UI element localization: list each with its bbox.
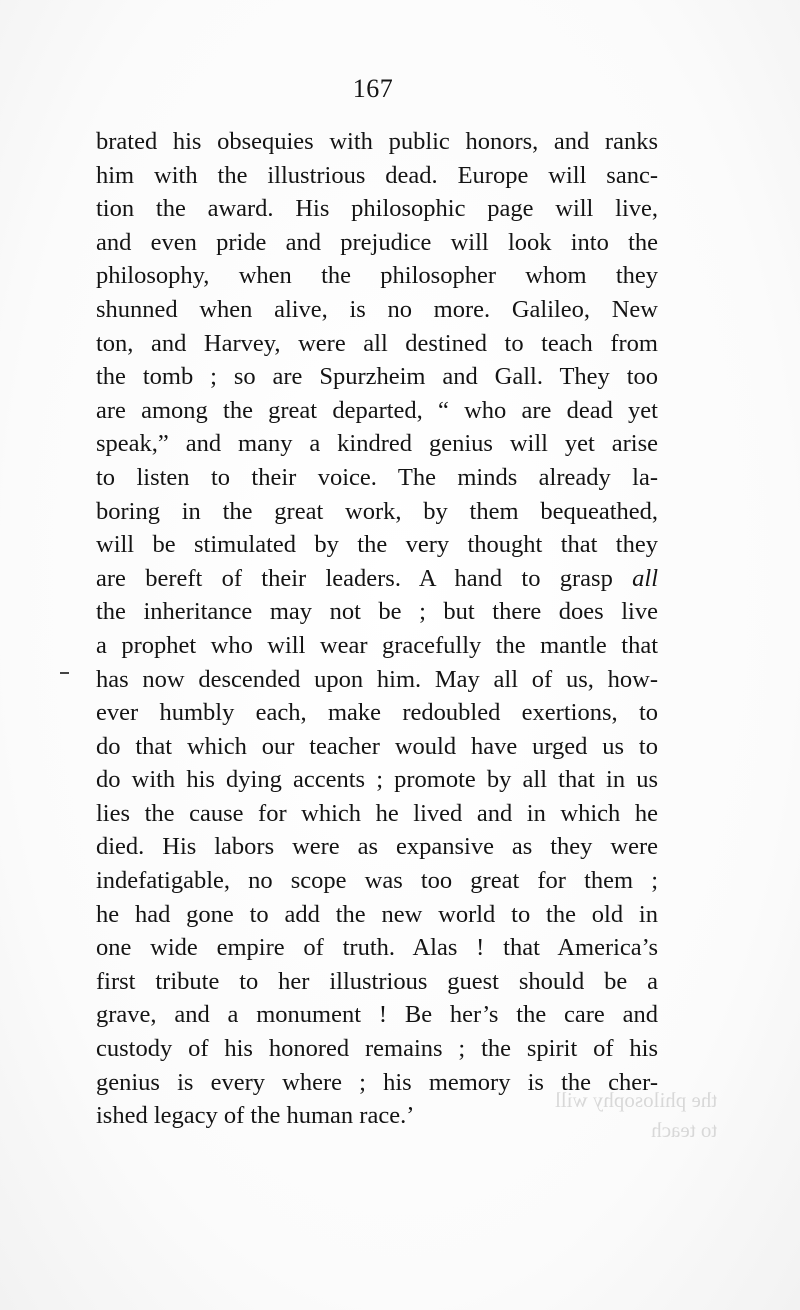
text-line-23: indefatigable, no scope was too great for them ; bbox=[96, 867, 658, 895]
text-line-30: ished legacy of the human race.’ bbox=[96, 1102, 415, 1130]
text-line-7: ton, and Harvey, were all destined to teach from bbox=[96, 329, 658, 357]
body-text bbox=[96, 125, 658, 1133]
page-number: 167 bbox=[352, 74, 394, 103]
text-line-3: tion the award. His philosophic page will live, bbox=[96, 195, 658, 223]
text-line-26: first tribute to her illustrious guest should be a bbox=[96, 967, 658, 995]
text-line-1: brated his obsequies with public honors, and ranks bbox=[96, 128, 658, 155]
text-line-5: philosophy, when the philosopher whom they bbox=[96, 262, 658, 290]
text-line-22: died. His labors were as expansive as they were bbox=[96, 833, 658, 861]
text-line-20: do with his dying accents ; promote by all that in us bbox=[96, 766, 658, 794]
margin-mark bbox=[60, 672, 69, 674]
text-line-29: genius is every where ; his memory is the cher- bbox=[96, 1068, 658, 1096]
text-line-12: boring in the great work, by them bequeathed, bbox=[96, 497, 658, 525]
text-line-6: shunned when alive, is no more. Galileo, New bbox=[96, 295, 658, 323]
text-line-15: the inheritance may not be ; but there does live bbox=[96, 598, 658, 626]
bleed-through-line-1: the philosophy will bbox=[555, 1088, 718, 1112]
text-line-10: speak,” and many a kindred genius will yet arise bbox=[96, 430, 658, 458]
text-line-11: to listen to their voice. The minds already la- bbox=[96, 463, 658, 491]
text-line-2: him with the illustrious dead. Europe will sanc- bbox=[96, 161, 658, 189]
bleed-through-text bbox=[555, 1085, 717, 1145]
bleed-through-line-2: to teach bbox=[651, 1118, 718, 1142]
text-line-18: ever humbly each, make redoubled exertions, to bbox=[96, 699, 658, 727]
text-line-19: do that which our teacher would have urged us to bbox=[96, 732, 658, 760]
text-line-25: one wide empire of truth. Alas ! that America’s bbox=[96, 934, 658, 962]
text-line-24: he had gone to add the new world to the old in bbox=[96, 900, 658, 928]
text-line-8: the tomb ; so are Spurzheim and Gall. They too bbox=[96, 363, 658, 391]
text-line-16: a prophet who will wear gracefully the mantle that bbox=[96, 631, 658, 659]
text-line-14-main: are bereft of their leaders. A hand to grasp bbox=[96, 564, 613, 592]
text-line-13: will be stimulated by the very thought that they bbox=[96, 531, 658, 559]
text-line-9: are among the great departed, “ who are dead yet bbox=[96, 396, 658, 424]
text-line-27: grave, and a monument ! Be her’s the care and bbox=[96, 1001, 658, 1029]
text-line-17: has now descended upon him. May all of us, how- bbox=[96, 665, 658, 693]
text-line-14 bbox=[96, 562, 658, 596]
text-line-21: lies the cause for which he lived and in which he bbox=[96, 799, 658, 827]
text-line-4: and even pride and prejudice will look into the bbox=[96, 228, 658, 256]
italic-word-all: all bbox=[632, 564, 659, 592]
text-line-28: custody of his honored remains ; the spirit of his bbox=[96, 1035, 658, 1063]
